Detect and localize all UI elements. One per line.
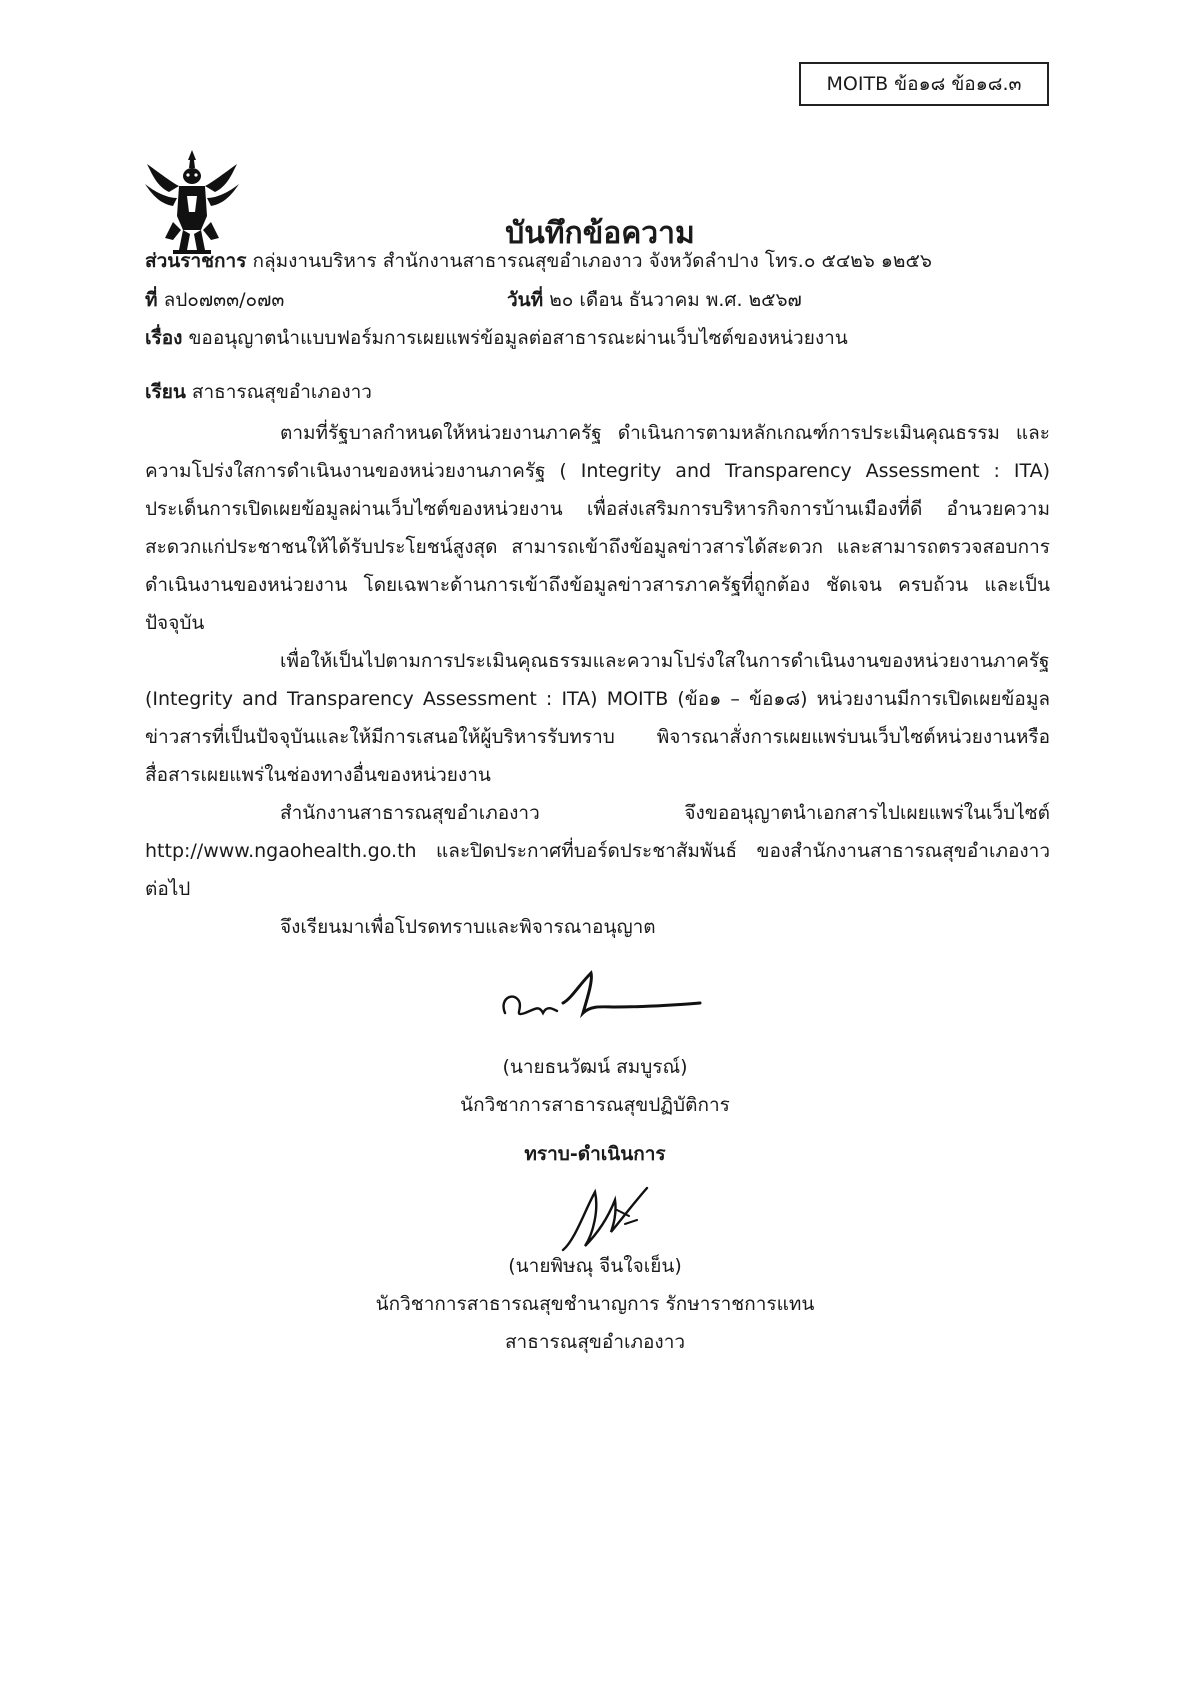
body-text bbox=[145, 414, 1050, 946]
paragraph-3: สำนักงานสาธารณสุขอำเภองาว จึงขออนุญาตนำเอกสารไปเผยแพร่ในเว็บไซต์ http://www.ngaohealth.go.th และปิดประกาศที่บอร์ดประชาสัมพันธ์ ของสำนักงานสาธารณสุขอำเภองาว ต่อไป bbox=[145, 802, 1050, 900]
reference-line bbox=[145, 285, 284, 315]
recipient-line bbox=[145, 377, 372, 407]
reference-label: ที่ bbox=[145, 289, 158, 311]
approver-name: (นายพิษณุ จีนใจเย็น) bbox=[508, 1255, 682, 1277]
signer-1-position: นักวิชาการสาธารณสุขปฏิบัติการ bbox=[460, 1094, 730, 1116]
recipient-value: สาธารณสุขอำเภองาว bbox=[191, 381, 372, 403]
recipient-label: เรียน bbox=[145, 381, 186, 403]
subject-value: ขออนุญาตนำแบบฟอร์มการเผยแพร่ข้อมูลต่อสาธารณะผ่านเว็บไซต์ของหน่วยงาน bbox=[188, 327, 848, 349]
agency-label: ส่วนราชการ bbox=[145, 250, 247, 272]
date-label: วันที่ bbox=[507, 289, 544, 311]
paragraph-1: ตามที่รัฐบาลกำหนดให้หน่วยงานภาครัฐ ดำเนินการตามหลักเกณฑ์การประเมินคุณธรรม และความโปร่งใสการดำเนินงานของหน่วยงานภาครัฐ ( Integrity and Transparency Assessment : ITA) ประเด็นการเปิดเผยข้อมูลผ่านเว็บไซต์ของหน่วยงาน เพื่อส่งเสริมการบริหารกิจการบ้านเมืองที่ดี อำนวยความสะดวกแก่ประชาชนให้ได้รับประโยชน์สูงสุด สามารถเข้าถึงข้อมูลข่าวสารได้สะดวก และสามารถตรวจสอบการดำเนินงานของหน่วยงาน โดยเฉพาะด้านการเข้าถึงข้อมูลข่าวสารภาครัฐที่ถูกต้อง ชัดเจน ครบถ้วน และเป็นปัจจุบัน bbox=[145, 422, 1050, 634]
signer-1-name: (นายธนวัฒน์ สมบูรณ์) bbox=[502, 1056, 688, 1078]
paragraph-4: จึงเรียนมาเพื่อโปรดทราบและพิจารณาอนุญาต bbox=[280, 916, 656, 938]
date-value: ๒๐ เดือน ธันวาคม พ.ศ. ๒๕๖๗ bbox=[549, 289, 802, 311]
agency-value: กลุ่มงานบริหาร สำนักงานสาธารณสุขอำเภองาว จังหวัดลำปาง โทร.๐ ๕๔๒๖ ๑๒๕๖ bbox=[252, 250, 932, 272]
date-line bbox=[507, 285, 802, 315]
approver-position-2: สาธารณสุขอำเภองาว bbox=[504, 1331, 686, 1353]
agency-line bbox=[145, 246, 932, 276]
signature-2-icon bbox=[555, 1180, 665, 1260]
memo-title: บันทึกข้อความ bbox=[505, 216, 695, 251]
signature-1-icon bbox=[495, 955, 705, 1035]
subject-line bbox=[145, 323, 848, 353]
approver-position: นักวิชาการสาธารณสุขชำนาญการ รักษาราชการแทน bbox=[375, 1293, 815, 1315]
document-code-box bbox=[799, 62, 1049, 106]
approval-label: ทราบ-ดำเนินการ bbox=[524, 1143, 666, 1165]
document-code: MOITB ข้อ๑๘ ข้อ๑๘.๓ bbox=[826, 73, 1022, 95]
reference-value: ลป๐๗๓๓/๐๗๓ bbox=[163, 289, 285, 311]
subject-label: เรื่อง bbox=[145, 327, 183, 349]
paragraph-2: เพื่อให้เป็นไปตามการประเมินคุณธรรมและความโปร่งใสในการดำเนินงานของหน่วยงานภาครัฐ (Integrity and Transparency Assessment : ITA) MOITB (ข้อ๑ – ข้อ๑๘) หน่วยงานมีการเปิดเผยข้อมูลข่าวสารที่เป็นปัจจุบันและให้มีการเสนอให้ผู้บริหารรับทราบ พิจารณาสั่งการเผยแพร่บนเว็บไซต์หน่วยงานหรือสื่อสารเผยแพร่ในช่องทางอื่นของหน่วยงาน bbox=[145, 650, 1050, 786]
